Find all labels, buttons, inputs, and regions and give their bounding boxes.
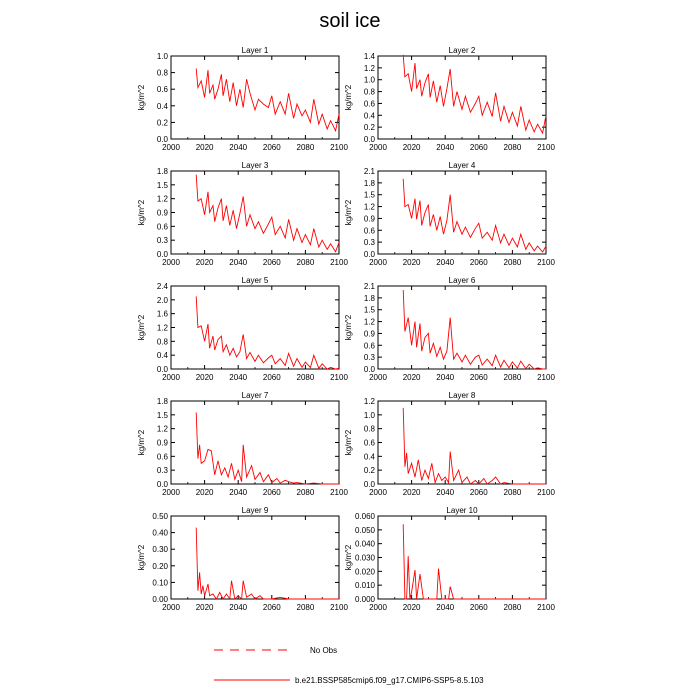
x-tick-label: 2020 [402, 373, 421, 382]
x-tick-label: 2080 [296, 258, 315, 267]
series-line [196, 175, 339, 252]
x-tick-label: 2080 [503, 603, 522, 612]
x-tick-label: 2080 [503, 488, 522, 497]
panel-title: Layer 7 [241, 391, 269, 400]
x-tick-label: 2000 [369, 488, 387, 497]
y-axis-label: kg/m^2 [137, 544, 146, 571]
y-tick-label: 1.5 [156, 180, 168, 190]
y-tick-label: 1.5 [363, 190, 375, 200]
x-tick-label: 2080 [503, 143, 522, 152]
series-line [196, 528, 339, 599]
series-line [196, 296, 339, 369]
x-tick-label: 2100 [330, 373, 348, 382]
x-tick-label: 2100 [330, 258, 348, 267]
chart-panel-7 [137, 391, 348, 497]
x-tick-label: 2040 [436, 373, 455, 382]
y-tick-label: 0.020 [354, 567, 375, 577]
y-tick-label: 0.50 [152, 512, 168, 521]
x-tick-label: 2000 [162, 603, 180, 612]
y-tick-label: 0.3 [156, 236, 168, 246]
x-tick-label: 2080 [296, 488, 315, 497]
y-axis-label: kg/m^2 [137, 314, 146, 341]
x-tick-label: 2060 [469, 143, 488, 152]
y-tick-label: 1.8 [156, 397, 168, 406]
chart-panel-6 [344, 276, 555, 382]
series-line [403, 179, 546, 252]
y-tick-label: 1.0 [363, 410, 375, 420]
x-tick-label: 2060 [469, 258, 488, 267]
y-tick-label: 0.4 [156, 101, 168, 111]
y-tick-label: 0.0 [156, 250, 168, 259]
y-tick-label: 0.010 [354, 581, 375, 591]
y-tick-label: 1.6 [156, 309, 168, 319]
y-tick-label: 0.4 [363, 452, 375, 462]
x-tick-label: 2100 [330, 603, 348, 612]
y-tick-label: 0.00 [152, 595, 168, 604]
panel-title: Layer 10 [446, 506, 478, 515]
x-tick-label: 2100 [537, 258, 555, 267]
y-tick-label: 0.2 [363, 123, 375, 133]
x-tick-label: 2080 [503, 258, 522, 267]
y-tick-label: 1.8 [363, 293, 375, 303]
panel-title: Layer 2 [448, 46, 476, 55]
y-tick-label: 0.6 [363, 341, 375, 351]
x-tick-label: 2020 [402, 603, 421, 612]
x-tick-label: 2060 [469, 603, 488, 612]
chart-panel-8 [344, 391, 555, 497]
x-tick-label: 2080 [296, 143, 315, 152]
x-tick-label: 2000 [369, 373, 387, 382]
y-tick-label: 0.9 [363, 214, 375, 224]
x-tick-label: 2020 [195, 603, 214, 612]
x-tick-label: 2020 [195, 373, 214, 382]
y-tick-label: 1.2 [156, 323, 168, 333]
y-axis-label: kg/m^2 [137, 84, 146, 111]
panel-title: Layer 4 [448, 161, 476, 170]
legend-label-model: b.e21.BSSP585cmip6.f09_g17.CMIP6-SSP5-8.5.103 [295, 676, 484, 685]
y-tick-label: 1.2 [363, 202, 375, 212]
y-tick-label: 2.1 [363, 282, 375, 291]
y-tick-label: 0.6 [363, 99, 375, 109]
x-tick-label: 2020 [195, 488, 214, 497]
y-tick-label: 2.4 [156, 282, 168, 291]
y-tick-label: 1.2 [363, 317, 375, 327]
y-tick-label: 1.0 [156, 52, 168, 61]
y-axis-label: kg/m^2 [344, 429, 353, 456]
series-line [196, 413, 339, 485]
y-tick-label: 0.8 [156, 337, 168, 347]
chart-panel-5 [137, 276, 348, 382]
chart-panel-3 [137, 161, 348, 267]
x-tick-label: 2040 [229, 258, 248, 267]
y-tick-label: 0.2 [156, 118, 168, 128]
y-tick-label: 0.0 [363, 135, 375, 144]
x-tick-label: 2020 [402, 258, 421, 267]
x-tick-label: 2000 [369, 603, 387, 612]
x-tick-label: 2100 [330, 488, 348, 497]
x-tick-label: 2060 [262, 603, 281, 612]
y-tick-label: 1.2 [363, 63, 375, 73]
y-tick-label: 0.040 [354, 539, 375, 549]
x-tick-label: 2040 [229, 488, 248, 497]
panel-title: Layer 5 [241, 276, 269, 285]
y-tick-label: 0.4 [363, 111, 375, 121]
x-tick-label: 2000 [162, 488, 180, 497]
legend-label-no-obs: No Obs [310, 646, 338, 655]
y-tick-label: 0.050 [354, 525, 375, 535]
x-tick-label: 2000 [369, 258, 387, 267]
panel-title: Layer 6 [448, 276, 476, 285]
panel-title: Layer 3 [241, 161, 269, 170]
panel-title: Layer 1 [241, 46, 269, 55]
page-title: soil ice [319, 10, 381, 32]
y-tick-label: 0.6 [156, 222, 168, 232]
y-tick-label: 0.8 [156, 68, 168, 78]
y-tick-label: 0.6 [156, 452, 168, 462]
x-tick-label: 2020 [195, 143, 214, 152]
y-tick-label: 0.0 [363, 480, 375, 489]
x-tick-label: 2040 [436, 488, 455, 497]
x-tick-label: 2100 [537, 488, 555, 497]
x-tick-label: 2020 [195, 258, 214, 267]
plot-frame [378, 56, 546, 139]
series-line [403, 290, 546, 369]
y-tick-label: 0.0 [363, 365, 375, 374]
y-tick-label: 1.2 [156, 194, 168, 204]
y-axis-label: kg/m^2 [344, 84, 353, 111]
x-tick-label: 2060 [469, 373, 488, 382]
y-tick-label: 0.3 [363, 238, 375, 248]
y-axis-label: kg/m^2 [344, 199, 353, 226]
y-tick-label: 1.5 [363, 305, 375, 315]
y-tick-label: 0.2 [363, 466, 375, 476]
y-tick-label: 0.20 [152, 561, 168, 571]
x-tick-label: 2080 [503, 373, 522, 382]
y-tick-label: 0.9 [363, 329, 375, 339]
x-tick-label: 2040 [436, 603, 455, 612]
x-tick-label: 2100 [537, 143, 555, 152]
y-tick-label: 0.3 [363, 353, 375, 363]
y-tick-label: 0.0 [156, 135, 168, 144]
chart-panel-10 [344, 506, 555, 612]
y-axis-label: kg/m^2 [344, 544, 353, 571]
chart-panel-4 [344, 161, 555, 267]
y-tick-label: 0.30 [152, 545, 168, 555]
x-tick-label: 2080 [296, 373, 315, 382]
y-tick-label: 0.4 [156, 351, 168, 361]
y-axis-label: kg/m^2 [137, 429, 146, 456]
x-tick-label: 2060 [262, 373, 281, 382]
y-tick-label: 0.9 [156, 438, 168, 448]
y-tick-label: 1.0 [363, 75, 375, 85]
y-tick-label: 0.000 [354, 595, 375, 604]
x-tick-label: 2020 [402, 488, 421, 497]
y-tick-label: 1.2 [156, 424, 168, 434]
y-tick-label: 2.0 [156, 295, 168, 305]
x-tick-label: 2060 [262, 143, 281, 152]
chart-panel-2 [344, 46, 555, 152]
x-tick-label: 2080 [296, 603, 315, 612]
y-tick-label: 0.6 [363, 438, 375, 448]
plot-frame [171, 171, 339, 254]
chart-panel-9 [137, 506, 348, 612]
y-tick-label: 0.10 [152, 578, 168, 588]
y-tick-label: 2.1 [363, 167, 375, 176]
series-line [196, 69, 339, 131]
x-tick-label: 2040 [436, 258, 455, 267]
legend [214, 646, 484, 685]
x-tick-label: 2040 [229, 603, 248, 612]
x-tick-label: 2000 [162, 258, 180, 267]
y-tick-label: 0.8 [363, 87, 375, 97]
x-tick-label: 2020 [402, 143, 421, 152]
panel-title: Layer 8 [448, 391, 476, 400]
y-tick-label: 0.6 [363, 226, 375, 236]
x-tick-label: 2000 [162, 373, 180, 382]
y-tick-label: 0.9 [156, 208, 168, 218]
panel-title: Layer 9 [241, 506, 269, 515]
y-tick-label: 0.8 [363, 424, 375, 434]
x-tick-label: 2100 [330, 143, 348, 152]
series-line [403, 408, 546, 484]
x-tick-label: 2000 [369, 143, 387, 152]
x-tick-label: 2060 [469, 488, 488, 497]
y-tick-label: 0.0 [156, 365, 168, 374]
y-tick-label: 0.0 [363, 250, 375, 259]
x-tick-label: 2000 [162, 143, 180, 152]
y-tick-label: 0.3 [156, 466, 168, 476]
x-tick-label: 2040 [436, 143, 455, 152]
y-tick-label: 0.40 [152, 528, 168, 538]
x-tick-label: 2060 [262, 488, 281, 497]
series-line [403, 55, 546, 133]
x-tick-label: 2060 [262, 258, 281, 267]
y-tick-label: 0.6 [156, 85, 168, 95]
y-axis-label: kg/m^2 [137, 199, 146, 226]
y-tick-label: 0.0 [156, 480, 168, 489]
y-tick-label: 1.5 [156, 410, 168, 420]
y-tick-label: 1.8 [363, 178, 375, 188]
y-tick-label: 0.030 [354, 553, 375, 563]
series-line [403, 524, 546, 599]
x-tick-label: 2100 [537, 373, 555, 382]
y-axis-label: kg/m^2 [344, 314, 353, 341]
plot-frame [171, 56, 339, 139]
x-tick-label: 2040 [229, 373, 248, 382]
x-tick-label: 2100 [537, 603, 555, 612]
x-tick-label: 2040 [229, 143, 248, 152]
y-tick-label: 0.060 [354, 512, 375, 521]
y-tick-label: 1.4 [363, 52, 375, 61]
chart-panel-1 [137, 46, 348, 152]
y-tick-label: 1.8 [156, 167, 168, 176]
y-tick-label: 1.2 [363, 397, 375, 406]
